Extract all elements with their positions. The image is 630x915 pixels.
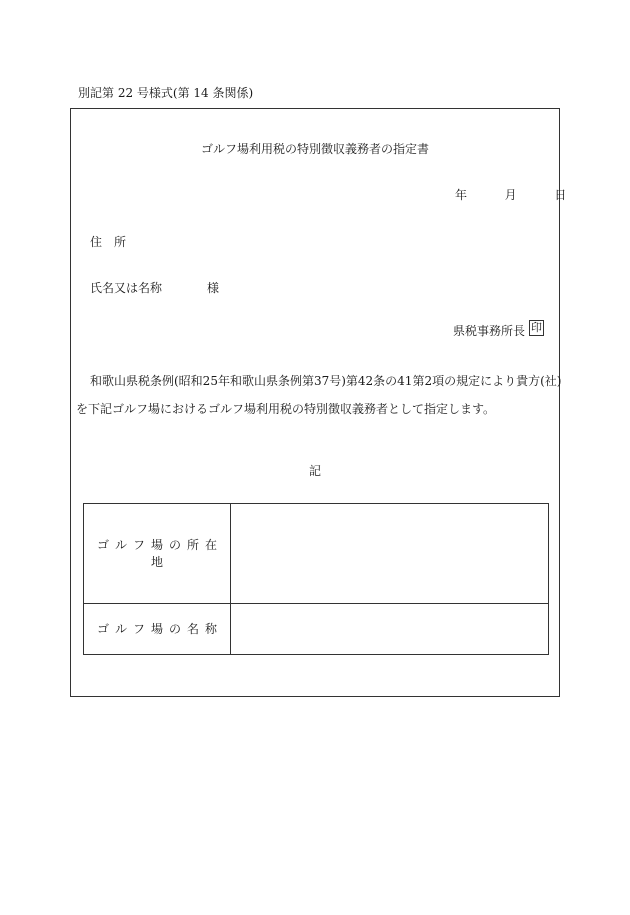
course-name-value <box>231 603 549 654</box>
document-title: ゴルフ場利用税の特別徴収義務者の指定書 <box>200 142 429 156</box>
table-row <box>84 504 549 604</box>
date-day: 日 <box>554 188 567 202</box>
table-row <box>84 603 549 654</box>
location-value <box>231 504 549 604</box>
seal-mark: 印 <box>531 321 542 334</box>
date-line <box>455 186 566 203</box>
form-number: 別記第 22 号様式(第 14 条関係) <box>78 86 254 100</box>
issuer-title: 県税事務所長 <box>453 324 526 338</box>
date-month: 月 <box>504 188 517 202</box>
date-year: 年 <box>455 188 468 202</box>
body-text-line-2: を下記ゴルフ場におけるゴルフ場利用税の特別徴収義務者として指定します。 <box>76 402 496 416</box>
course-name-label: ゴルフ場の名称 <box>84 603 231 654</box>
honorific: 様 <box>207 281 220 295</box>
name-label: 氏名又は名称 <box>90 281 163 295</box>
address-label: 住 所 <box>90 235 127 249</box>
location-label: ゴルフ場の所在地 <box>84 504 231 604</box>
golf-course-table <box>83 503 549 655</box>
body-text-line-1: 和歌山県税条例(昭和25年和歌山県条例第37号)第42条の41第2項の規定により貴方(社) <box>90 374 562 388</box>
ki-heading: 記 <box>308 464 321 478</box>
